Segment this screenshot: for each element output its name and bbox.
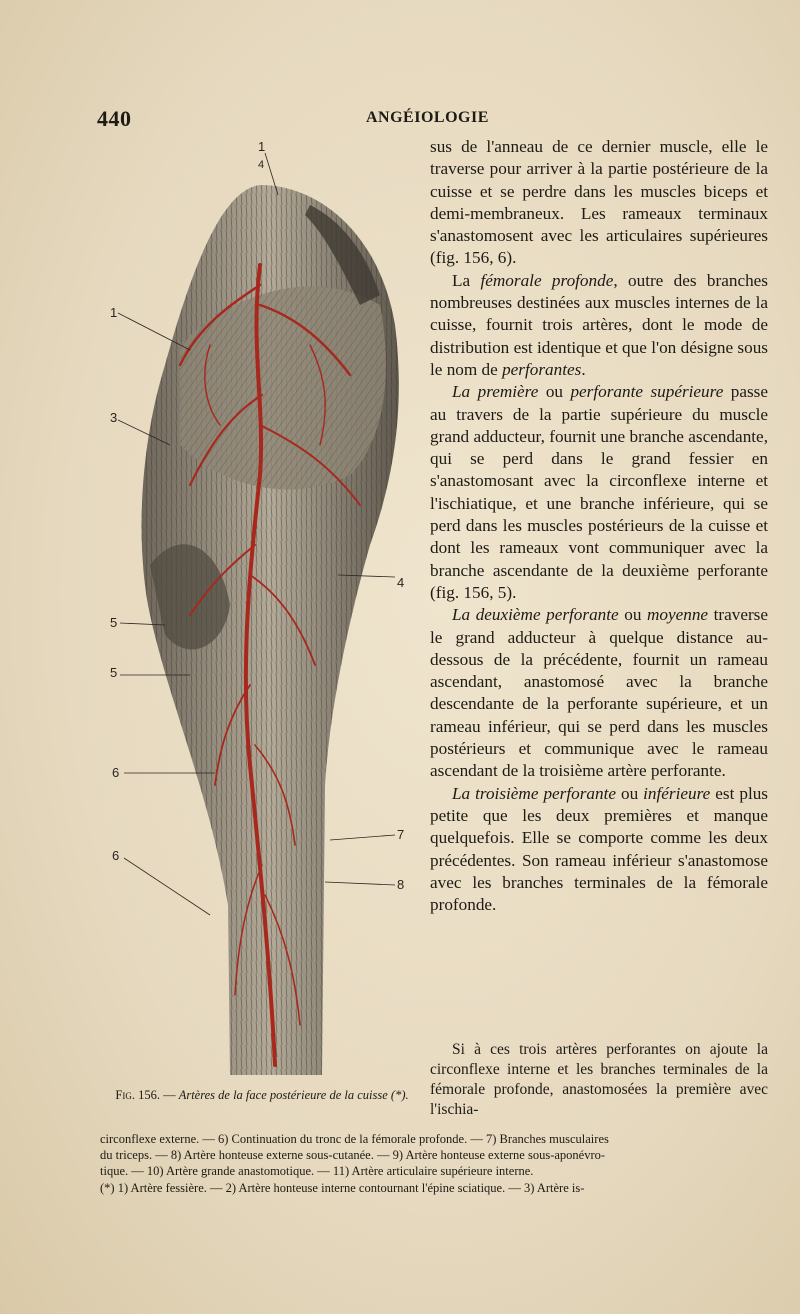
paragraph-deuxieme-perforante: La deuxième perforante ou moyenne traverse le grand adducteur à quelque distance au-dessous de la précédente, fournit un rameau ascendant, anastomosé avec la branche descendante de la perforante supérieure, et un rameau inférieur, qui se perd dans les muscles postérieurs et communique avec le rameau ascendant de la troisième artère perforante. — [430, 605, 768, 781]
footnote — [100, 1131, 770, 1196]
footnote-line: tique. — 10) Artère grande anastomotique. — 11) Artère articulaire supérieure interne. — [100, 1164, 534, 1179]
thigh-illustration — [110, 145, 410, 1085]
body-text-column — [430, 136, 768, 916]
paragraph-femorale-profonde: La fémorale profonde, outre des branches nombreuses destinées aux muscles internes de la cuisse, fournit trois artères, dont le mode de distribution est identique et que l'on désigne sous le nom de perforantes. — [430, 270, 768, 379]
figure-label-5-left-a: 5 — [110, 615, 118, 630]
paragraph-premiere-perforante: La première ou perforante supérieure passe au travers de la partie supérieure du muscle grand adducteur, fournit une branche ascendante, qui se perd dans le grand fessier en s'anastomosant avec la circonflexe interne et l'ischiatique, et une branche inférieure, qui se perd dans les muscles postérieurs de la cuisse et dont les rameaux vont communiquer avec la branche ascendante de la deuxième perforante (fig. 156, 5). — [430, 382, 769, 602]
anatomical-figure — [110, 139, 410, 1085]
figure-label-4-right: 4 — [397, 575, 405, 590]
paragraph-continuation: sus de l'anneau de ce dernier muscle, elle le traverse pour arriver à la partie postérieure de la cuisse et se perdre dans les muscles biceps et demi-membraneux. Les rameaux terminaux s'anastomosent avec les articulaires supérieures (fig. 156, 6). — [430, 137, 768, 268]
figure-label-1-top: 1 — [258, 139, 266, 154]
figure-label-1-left: 1 — [110, 305, 118, 320]
page-number: 440 — [97, 106, 132, 131]
footnote-line: (*) 1) Artère fessière. — 2) Artère honteuse interne contournant l'épine sciatique. — 3) Artère is- — [100, 1180, 585, 1195]
figure-label-8-right: 8 — [397, 877, 405, 892]
footnote-line: circonflexe externe. — 6) Continuation du tronc de la fémorale profonde. — 7) Branches musculaires — [100, 1132, 609, 1146]
figure-title: Artères de la face postérieure de la cuisse (*). — [178, 1088, 409, 1102]
figure-label-5-left-b: 5 — [110, 665, 118, 680]
figure-label-6-left-a: 6 — [112, 765, 120, 780]
figure-caption: Fig. 156. — Artères de la face postérieure de la cuisse (*). — [115, 1088, 409, 1102]
figure-label-4-top: 4 — [258, 159, 265, 171]
figure-number: Fig. 156. — [115, 1088, 160, 1102]
footnote-line: du triceps. — 8) Artère honteuse externe sous-cutanée. — 9) Artère honteuse externe sous-aponévro- — [100, 1148, 606, 1163]
running-head: ANGÉIOLOGIE — [366, 109, 489, 126]
figure-label-7-right: 7 — [397, 827, 405, 842]
figure-label-6-left-b: 6 — [112, 848, 120, 863]
paragraph-troisieme-perforante: La troisième perforante ou inférieure est plus petite que les deux premières et manque quelquefois. Elle se comporte comme les deux précédentes. Son rameau inférieur s'anastomose avec les branches terminales de la fémorale profonde. — [430, 783, 768, 915]
figure-label-3-left: 3 — [110, 410, 118, 425]
small-paragraph: Si à ces trois artères perforantes on ajoute la circonflexe interne et les branches terminales de la fémorale profonde, anastomosées la première avec l'ischia- — [430, 1041, 768, 1118]
